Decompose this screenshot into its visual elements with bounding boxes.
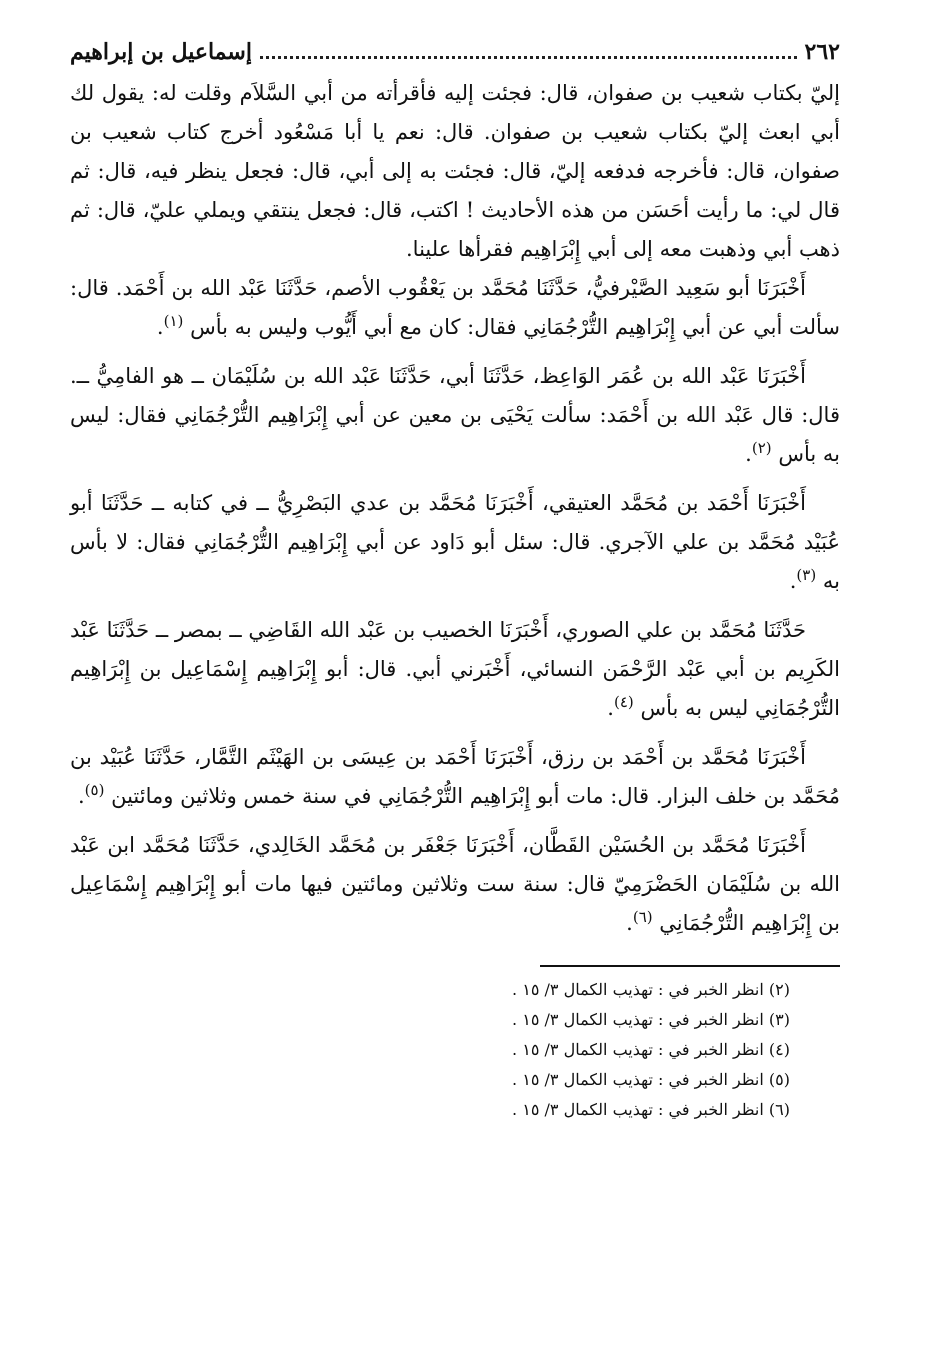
paragraph-text: أَخْبَرَنَا مُحَمَّد بن الحُسَيْن القَطَّان، أَخْبَرَنَا جَعْفَر بن مُحَمَّد الخَالِدي، حَدَّثَنَا مُحَمَّد ابن عَبْد الله بن سُلَيْمَان الحَضْرَمِيّ قال: سنة ست وثلاثين ومائتين فيها مات أبو إِبْرَاهِيم إِسْمَاعِيل بن إِبْرَاهِيم التُّرْجُمَانِي (70, 833, 840, 935)
footnote: (٦) انظر الخبر في : تهذيب الكمال ٣/ ١٥ . (512, 1100, 790, 1119)
paragraph (70, 611, 840, 728)
footnotes-list (70, 975, 840, 1125)
paragraph (70, 269, 840, 347)
sentence-period: . (156, 315, 164, 339)
book-page (70, 30, 840, 1340)
footnote-reference: (٣) (796, 566, 817, 584)
sentence-period: . (626, 911, 633, 935)
page-number: ٢٦٢ (804, 39, 840, 65)
footnote: (٥) انظر الخبر في : تهذيب الكمال ٣/ ١٥ . (512, 1070, 790, 1089)
footnote-separator (540, 965, 840, 967)
paragraph-text: أَخْبَرَنَا أبو سَعِيد الصَّيْرفيُّ، حَدَّثَنَا مُحَمَّد بن يَعْقُوب الأصم، حَدَّثَنَا عَبْد الله بن أَحْمَد. قال: سألت أبي عن أبي إِبْرَاهِيم التُّرْجُمَانِي فقال: كان مع أبي أَيُّوب وليس به بأس (70, 276, 840, 339)
paragraph (70, 357, 840, 474)
sentence-period: . (745, 442, 752, 466)
footnote-reference: (٤) (613, 693, 634, 711)
paragraph (70, 74, 840, 269)
sentence-period: . (77, 784, 85, 808)
paragraph (70, 484, 840, 601)
sentence-period: . (607, 696, 614, 720)
running-head (70, 30, 840, 74)
footnote: (٢) انظر الخبر في : تهذيب الكمال ٣/ ١٥ . (512, 980, 790, 999)
leader-dots (260, 34, 797, 59)
paragraph-text: حَدَّثَنَا مُحَمَّد بن علي الصوري، أَخْبَرَنَا الخصيب بن عَبْد الله القَاضِي ــ بمصر ــ حَدَّثَنَا عَبْد الكَرِيم بن أبي عَبْد الرَّحْمَن النسائي، أَخْبَرني أبي. قال: أبو إِبْرَاهِيم إِسْمَاعِيل بن إِبْرَاهِيم التُّرْجُمَانِي ليس به بأس (70, 618, 840, 720)
paragraph-text: أَخْبَرَنَا أَحْمَد بن مُحَمَّد العتيقي، أَخْبَرَنَا مُحَمَّد بن عدي البَصْرِيُّ ــ في كتابه ــ حَدَّثَنَا أبو عُبَيْد مُحَمَّد بن علي الآجري. قال: سئل أبو دَاود عن أبي إِبْرَاهِيم التُّرْجُمَانِي فقال: لا بأس به (70, 491, 840, 593)
body-text (70, 74, 840, 943)
paragraph-text: إليّ بكتاب شعيب بن صفوان، قال: فجئت إليه فأقرأته من أبي السَّلاَم وقلت له: يقول لك أبي ابعث إليّ بكتاب شعيب بن صفوان. قال: نعم يا أبا مَسْعُود أخرج كتاب شعيب بن صفوان، قال: فأخرجه فدفعه إليّ، قال: فجئت به إلى أبي، قال: فجعل ينظر فيه، قال: ثم قال لي: ما رأيت أحَسَن من هذه الأحاديث ! اكتب، قال: فجعل ينتقي ويملي عليّ، قال: ثم ذهب أبي وذهبت معه إلى أبي إِبْرَاهِيم فقرأها علينا. (70, 81, 840, 261)
footnote-reference: (١) (163, 312, 184, 330)
footnote: (٣) انظر الخبر في : تهذيب الكمال ٣/ ١٥ . (512, 1010, 790, 1029)
footnote: (٤) انظر الخبر في : تهذيب الكمال ٣/ ١٥ . (512, 1040, 790, 1059)
sentence-period: . (789, 569, 797, 593)
footnote-reference: (٦) (632, 908, 653, 926)
paragraph (70, 738, 840, 816)
paragraph-text: أَخْبَرَنَا مُحَمَّد بن أَحْمَد بن رزق، أَخْبَرَنَا أَحْمَد بن عِيسَى بن الهَيْثَم التَّمَّار، حَدَّثَنَا عُبَيْد بن مُحَمَّد بن خلف البزار. قال: مات أبو إِبْرَاهِيم التُّرْجُمَانِي في سنة خمس وثلاثين ومائتين (70, 745, 840, 808)
footnote-reference: (٢) (751, 439, 772, 457)
running-head-title: إسماعيل بن إبراهيم (70, 39, 252, 65)
paragraph-text: أَخْبَرَنَا عَبْد الله بن عُمَر الوَاعِظ، حَدَّثَنَا أبي، حَدَّثَنَا عَبْد الله بن سُلَيْمَان ــ هو الفامِيُّ ــ. قال: قال عَبْد الله بن أَحْمَد: سألت يَحْيَى بن معين عن أبي إِبْرَاهِيم التُّرْجُمَانِي فقال: ليس به بأس (70, 364, 840, 466)
footnote-reference: (٥) (84, 781, 105, 799)
paragraph (70, 826, 840, 943)
